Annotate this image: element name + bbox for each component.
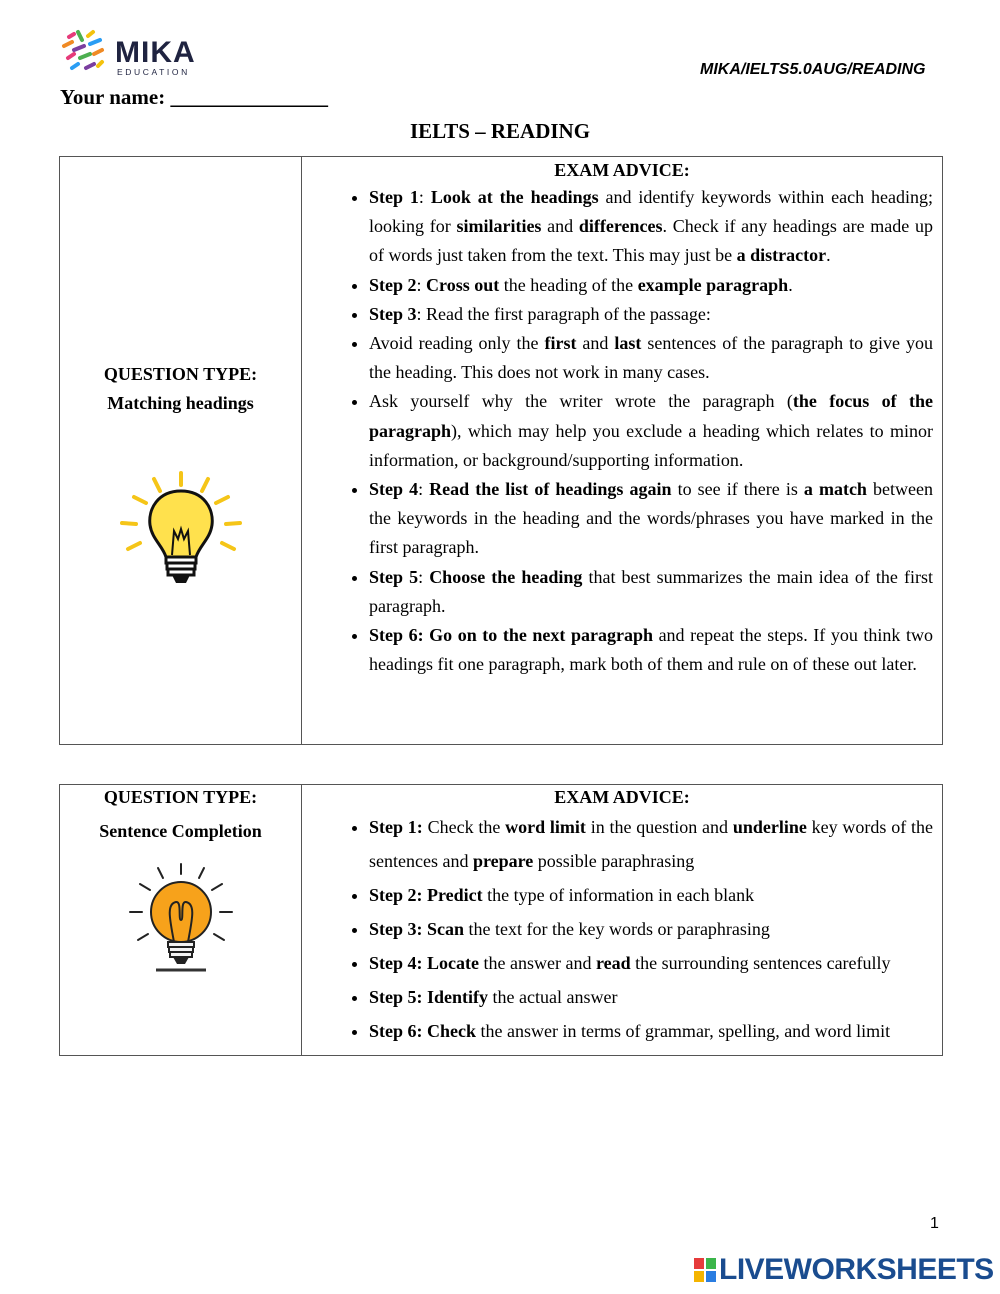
advice-step: • Step 5: Choose the heading that best summarizes the main idea of the first paragraph. (369, 563, 933, 621)
liveworksheets-watermark (694, 1253, 994, 1287)
question-type-label: QUESTION TYPE: (103, 787, 258, 807)
advice-step: • Step 1: Check the word limit in the question and underline key words of the sentences and prepare possible paraphrasing (369, 810, 933, 878)
advice-step: • Step 4: Read the list of headings again to see if there is a match between the keywords in the heading and the words/phrases you have marked in the first paragraph. (369, 475, 933, 563)
brand-name: MIKA (115, 36, 196, 69)
exam-advice-cell (302, 157, 943, 745)
advice-step: • Step 2: Predict the type of information in each blank (369, 878, 933, 912)
lightbulb-icon (116, 469, 246, 599)
advice-step: • Ask yourself why the writer wrote the paragraph (the focus of the paragraph), which may help you exclude a heading which relates to minor information, or background/supporting information. (369, 387, 933, 475)
lightbulb-icon (126, 860, 236, 990)
document-code: MIKA/IELTS5.0AUG/READING (700, 61, 926, 78)
brand-mark-icon (60, 28, 110, 78)
exam-advice-label: EXAM ADVICE: (554, 787, 690, 807)
advice-steps-list (302, 810, 942, 1048)
exam-advice-cell (302, 785, 943, 1056)
question-type-cell (60, 157, 302, 745)
advice-step: • Step 6: Check the answer in terms of grammar, spelling, and word limit (369, 1014, 933, 1048)
sentence-completion-table (59, 784, 943, 1056)
matching-headings-table (59, 156, 943, 745)
question-type-name: Matching headings (107, 393, 254, 413)
liveworksheets-text: LIVEWORKSHEETS (719, 1253, 994, 1286)
advice-step: • Step 2: Cross out the heading of the example paragraph. (369, 271, 933, 300)
advice-step: • Step 3: Read the first paragraph of the passage: (369, 300, 933, 329)
exam-advice-label: EXAM ADVICE: (554, 160, 690, 180)
page-title: IELTS – READING (409, 119, 591, 143)
advice-step: • Step 3: Scan the text for the key words or paraphrasing (369, 912, 933, 946)
advice-steps-list (302, 183, 942, 679)
question-type-name: Sentence Completion (99, 821, 262, 841)
advice-step: • Step 6: Go on to the next paragraph and repeat the steps. If you think two headings fit one paragraph, mark both of them and rule on of these out later. (369, 621, 933, 679)
brand-logo (60, 28, 205, 78)
name-field-label: Your name: _______________ (60, 85, 328, 109)
advice-step: • Avoid reading only the first and last sentences of the paragraph to give you the heading. This does not work in many cases. (369, 329, 933, 387)
question-type-cell (60, 785, 302, 1056)
advice-step: • Step 5: Identify the actual answer (369, 980, 933, 1014)
advice-step: • Step 4: Locate the answer and read the surrounding sentences carefully (369, 946, 933, 980)
brand-subtitle: EDUCATION (117, 67, 190, 77)
question-type-label: QUESTION TYPE: (103, 364, 258, 384)
advice-step: • Step 1: Look at the headings and identify keywords within each heading; looking for similarities and differences. Check if any headings are made up of words just taken from the text. This may just be a distractor. (369, 183, 933, 271)
page-number: 1 (930, 1215, 939, 1232)
liveworksheets-logo-icon (694, 1258, 716, 1282)
